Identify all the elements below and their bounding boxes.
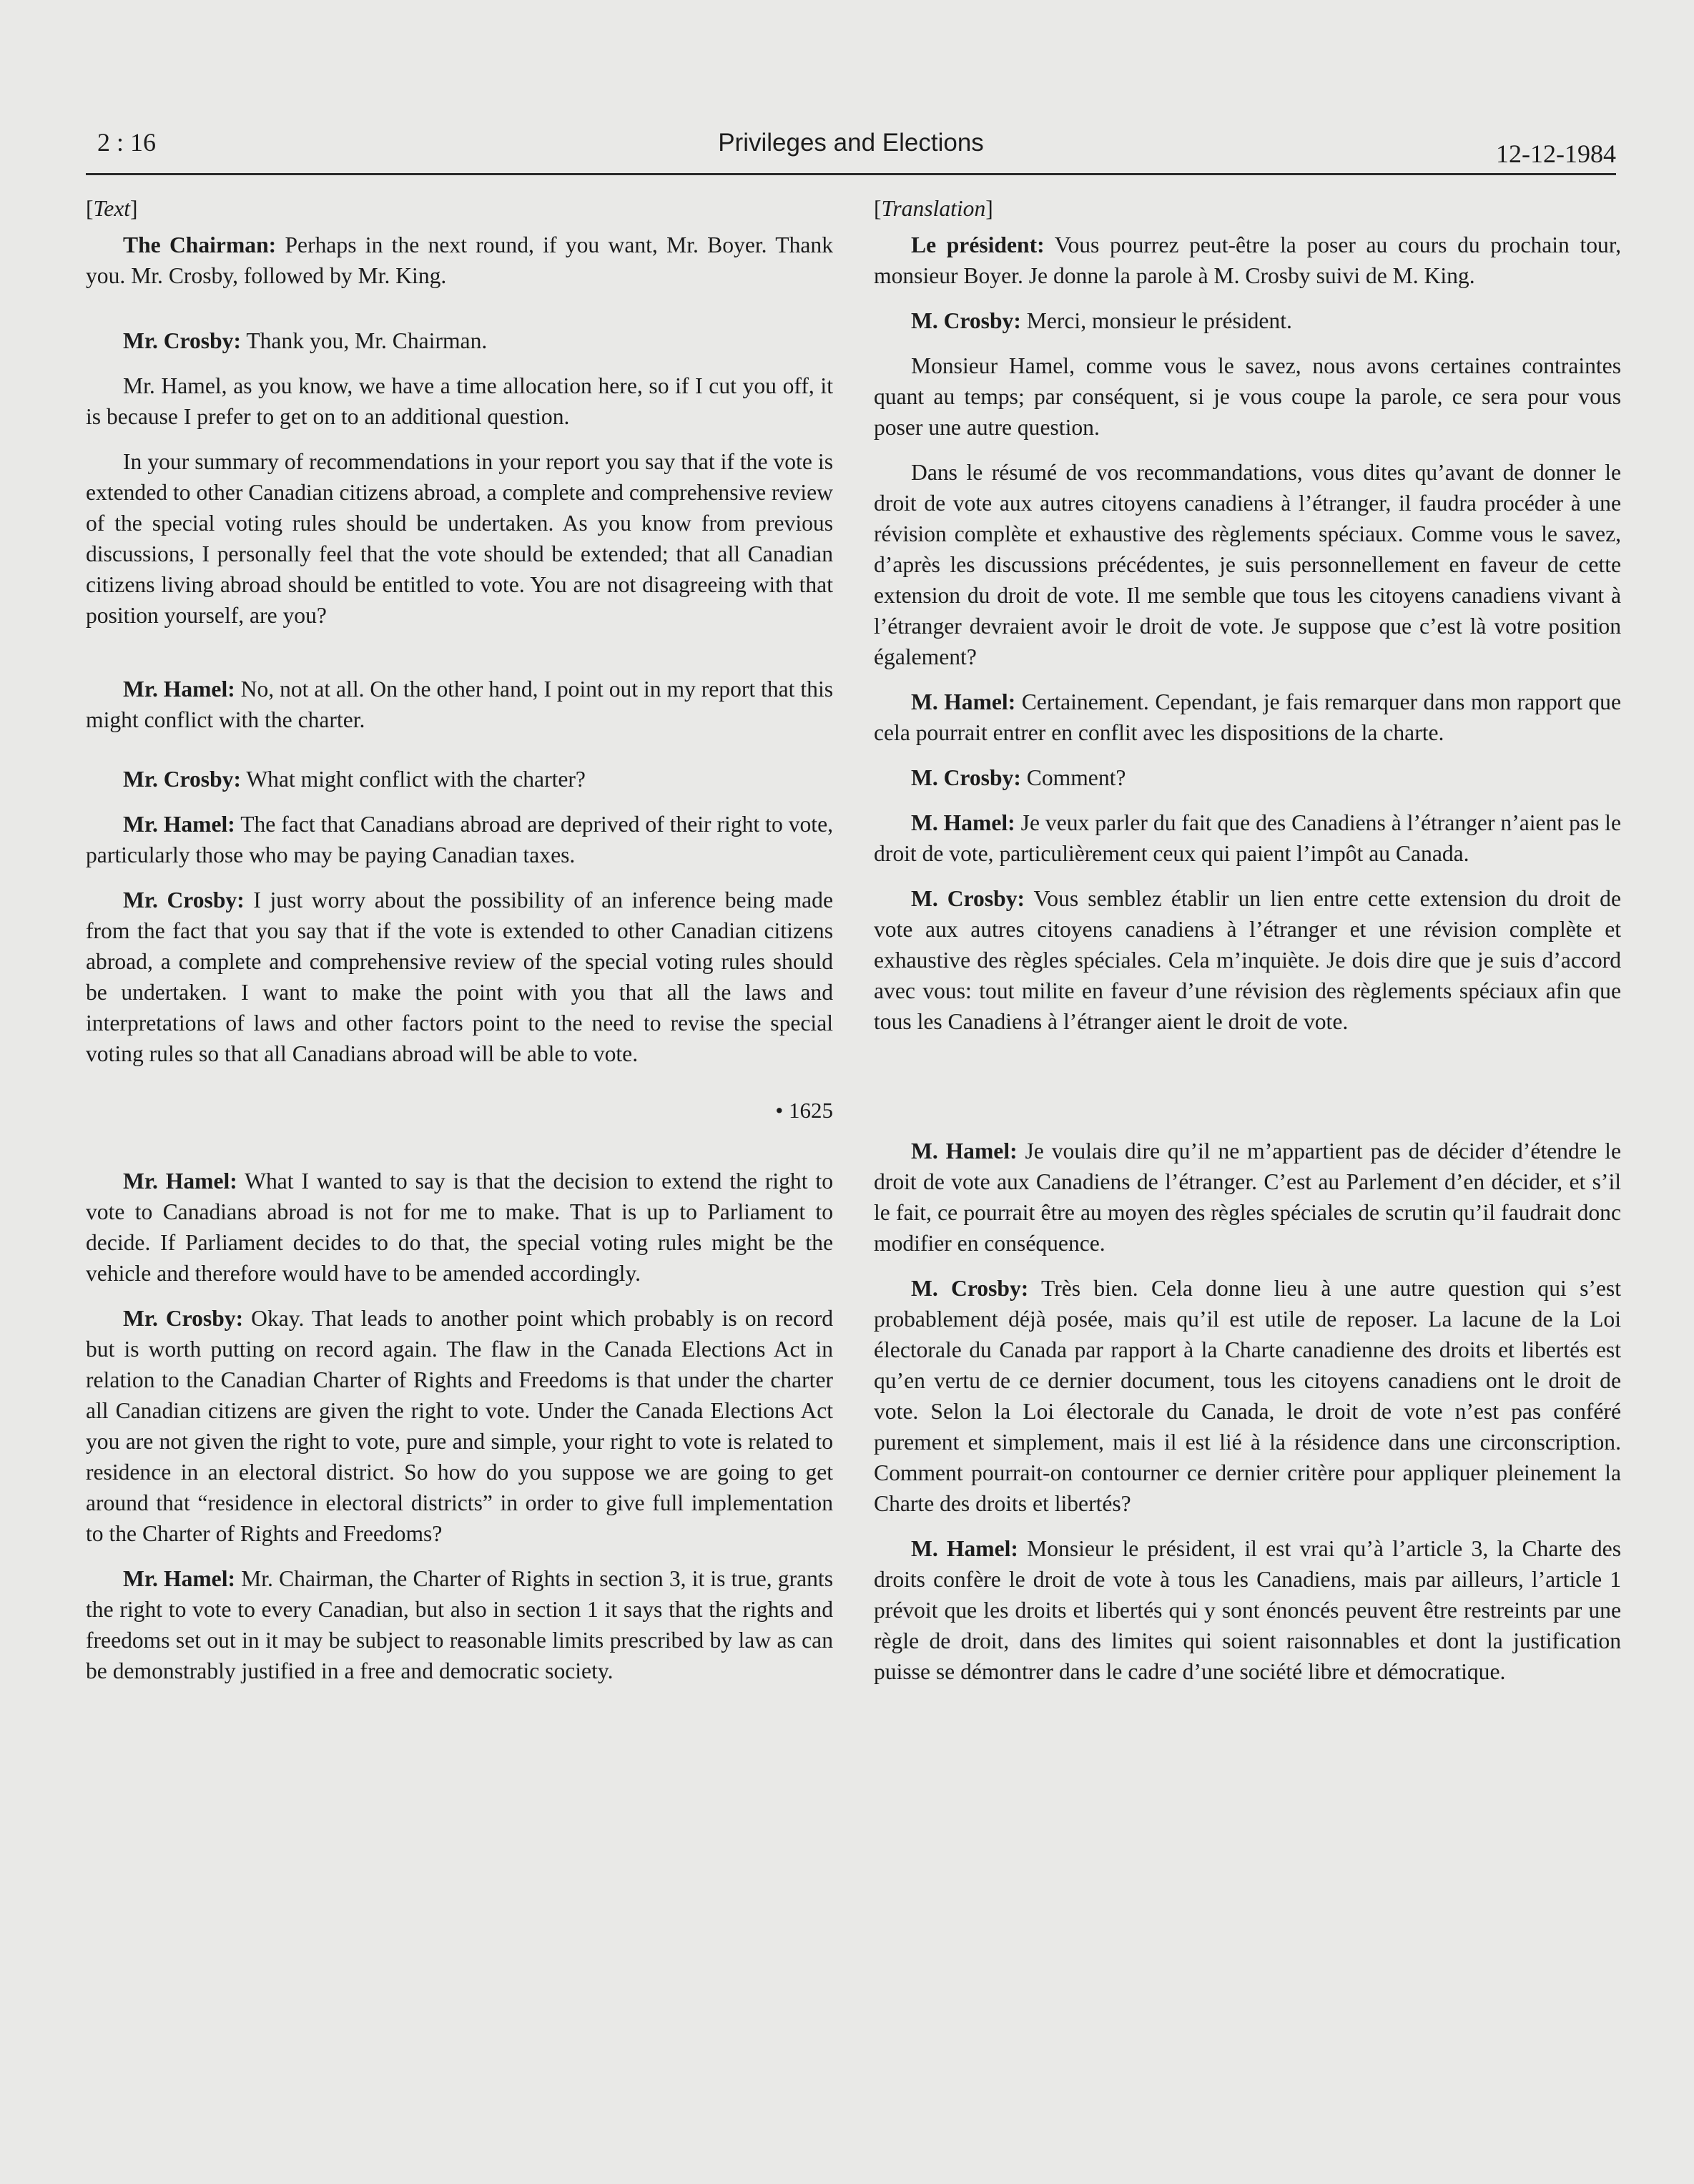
speech-text: Très bien. Cela donne lieu à une autre question qui s’est probablement déjà posée, mais qu’il est utile de reposer. La lacune de la Loi électorale du Canada par rapport à la Charte canadienne des droits et libertés est qu’en vertu de ce dernier document, tous les citoyens canadiens ont le droit de vote. Selon la Loi électorale du Canada, le droit de vote n’est pas conféré purement et simplement, mais il est lié à la résidence dans une circonscription. Comment pourrait-on contourner ce dernier critère pour appliquer pleinement la Charte des droits et libertés? [874, 1276, 1621, 1516]
speaker-name: Mr. Crosby: [123, 328, 241, 353]
paragraph [874, 1136, 1621, 1259]
speech-text: Vous semblez établir un lien entre cette extension du droit de vote aux autres citoyens canadiens à l’étranger et une révision complète et exhaustive des règles spéciales. Cela m’inquiète. Je dois dire que je suis d’accord avec vous: tout milite en faveur d’une révision des règlements spéciaux afin que tous les Canadiens à l’étranger aient le droit de vote. [874, 886, 1621, 1034]
paragraph [874, 1533, 1621, 1687]
paragraph [874, 1273, 1621, 1519]
speech-text: I just worry about the possibility of an inference being made from the fact that you say that if the vote is extended to other Canadian citizens abroad, a complete and comprehensive review of the special voting rules should be undertaken. I want to make the point with you that all the laws and interpretations of laws and other factors point to the need to revise the special voting rules so that all Canadians abroad will be able to vote. [86, 887, 833, 1066]
speaker-name: Le président: [911, 232, 1045, 257]
time-marker: • 1625 [775, 1098, 833, 1123]
paragraph [86, 885, 833, 1069]
paragraph [86, 1166, 833, 1289]
page-number: 2 : 16 [97, 128, 157, 157]
speech-text: Je veux parler du fait que des Canadiens à l’étranger n’aient pas le droit de vote, particulièrement ceux qui paient l’impôt au Canada. [874, 810, 1621, 866]
running-header [86, 123, 1616, 175]
speaker-name: Mr. Hamel: [123, 1566, 236, 1591]
column-spacer [874, 1051, 1621, 1136]
speaker-name: M. Hamel: [911, 689, 1016, 714]
paragraph: Mr. Hamel, as you know, we have a time allocation here, so if I cut you off, it is because I prefer to get on to an additional question. [86, 373, 833, 429]
speaker-name: Mr. Hamel: [123, 812, 235, 837]
speech-text: Vous pourrez peut-être la poser au cours du prochain tour, monsieur Boyer. Je donne la parole à M. Crosby suivi de M. King. [874, 232, 1622, 288]
speaker-name: Mr. Crosby: [123, 767, 241, 792]
header-date: 12-12-1984 [1496, 139, 1616, 168]
paragraph [874, 230, 1621, 291]
speech-text: Certainement. Cependant, je fais remarquer dans mon rapport que cela pourrait entrer en conflit avec les dispositions de la charte. [874, 689, 1621, 745]
speaker-name: M. Crosby: [911, 308, 1021, 333]
speaker-name: M. Crosby: [911, 886, 1025, 911]
paragraph: Monsieur Hamel, comme vous le savez, nous avons certaines contraintes quant au temps; par conséquent, si je vous coupe la parole, ce sera pour vous poser une autre question. [874, 353, 1621, 440]
speaker-name: The Chairman: [123, 232, 277, 257]
speaker-name: M. Hamel: [911, 810, 1015, 835]
speech-text: Okay. That leads to another point which probably is on record but is worth putting on record again. The flaw in the Canada Elections Act in relation to the Canadian Charter of Rights and Freedoms is that under the charter all Canadian citizens are given the right to vote. Under the Canada Elections Act you are not given the right to vote, pure and simple, your right to vote is related to residence in an electoral district. So how do you suppose we are going to get around that “residence in electoral districts” in order to give full implementation to the Charter of Rights and Freedoms? [86, 1306, 833, 1546]
paragraph [86, 230, 833, 291]
speaker-name: Mr. Hamel: [123, 1169, 237, 1194]
speech-text: Comment? [1020, 765, 1126, 790]
speech-text: What I wanted to say is that the decision to extend the right to vote to Canadians abroad is not for me to make. That is up to Parliament to decide. If Parliament decides to do that, the special voting rules might be the vehicle and therefore would have to be amended accordingly. [86, 1169, 833, 1286]
paragraph [86, 1563, 833, 1686]
paragraph [874, 883, 1621, 1037]
french-column [874, 193, 1621, 2088]
column-label: [ Text ] [86, 193, 833, 224]
speaker-name: M. Hamel: [911, 1138, 1018, 1164]
paragraph [874, 807, 1621, 869]
speech-text: What might conflict with the charter? [241, 767, 586, 792]
speaker-name: Mr. Hamel: [123, 677, 235, 702]
paragraph [86, 674, 833, 735]
speech-text: Merci, monsieur le président. [1020, 308, 1292, 333]
paragraph: In your summary of recommendations in your report you say that if the vote is extended to other Canadian citizens abroad, a complete and comprehensive review of the special voting rules should be undertaken. As you know from previous discussions, I personally feel that the vote should be extended; that all Canadian citizens living abroad should be entitled to vote. You are not disagreeing with that position yourself, are you? [86, 449, 833, 628]
speaker-name: M. Crosby: [911, 1276, 1029, 1301]
paragraph [86, 764, 833, 795]
column-label: [ Translation ] [874, 193, 1621, 224]
speaker-name: M. Crosby: [911, 765, 1021, 790]
paragraph [86, 1303, 833, 1549]
speech-text: The fact that Canadians abroad are deprived of their right to vote, particularly those who may be paying Canadian taxes. [86, 812, 833, 867]
paragraph [874, 762, 1621, 793]
speech-text: No, not at all. On the other hand, I point out in my report that this might conflict with the charter. [86, 677, 834, 732]
speech-text: Je voulais dire qu’il ne m’appartient pas de décider d’étendre le droit de vote aux Canadiens de l’étranger. C’est au Parlement d’en décider, et s’il le fait, ce pourrait être au moyen des règles spéciales de scrutin qu’il faudrait donc modifier en conséquence. [874, 1138, 1621, 1256]
paragraph [874, 687, 1621, 748]
paragraph [86, 325, 833, 356]
speech-text: Thank you, Mr. Chairman. [241, 328, 488, 353]
speech-text: Monsieur le président, il est vrai qu’à l’article 3, la Charte des droits confère le droit de vote à tous les Canadiens, mais par ailleurs, l’article 1 prévoit que les droits et libertés qui y sont énoncés peuvent être restreints par une règle de droit, dans des limites qui soient raisonnables et dont la justification puisse se démontrer dans le cadre d’une société libre et démocratique. [874, 1536, 1621, 1684]
paragraph [86, 809, 833, 870]
speaker-name: Mr. Crosby: [123, 1306, 244, 1331]
speech-text: Perhaps in the next round, if you want, Mr. Boyer. Thank you. Mr. Crosby, followed by Mr. King. [86, 232, 833, 288]
speaker-name: Mr. Crosby: [123, 887, 245, 913]
speech-text: Mr. Chairman, the Charter of Rights in section 3, it is true, grants the right to vote to every Canadian, but also in section 1 it says that the rights and freedoms set out in it may be subject to reasonable limits prescribed by law as can be demonstrably justified in a free and democratic society. [86, 1566, 834, 1683]
paragraph: Dans le résumé de vos recommandations, vous dites qu’avant de donner le droit de vote aux autres citoyens canadiens à l’étranger, il faudra procéder à une révision complète et exhaustive des règlements spéciaux. Comme vous le savez, d’après les discussions précédentes, je suis personnellement en faveur de cette extension du droit de vote. Il me semble que tous les citoyens canadiens vivant à l’étranger devraient avoir le droit de vote. Je suppose que c’est là votre position également? [874, 460, 1621, 669]
header-title: Privileges and Elections [718, 129, 984, 157]
speaker-name: M. Hamel: [911, 1536, 1018, 1561]
paragraph [874, 305, 1621, 336]
english-column [86, 193, 833, 2088]
